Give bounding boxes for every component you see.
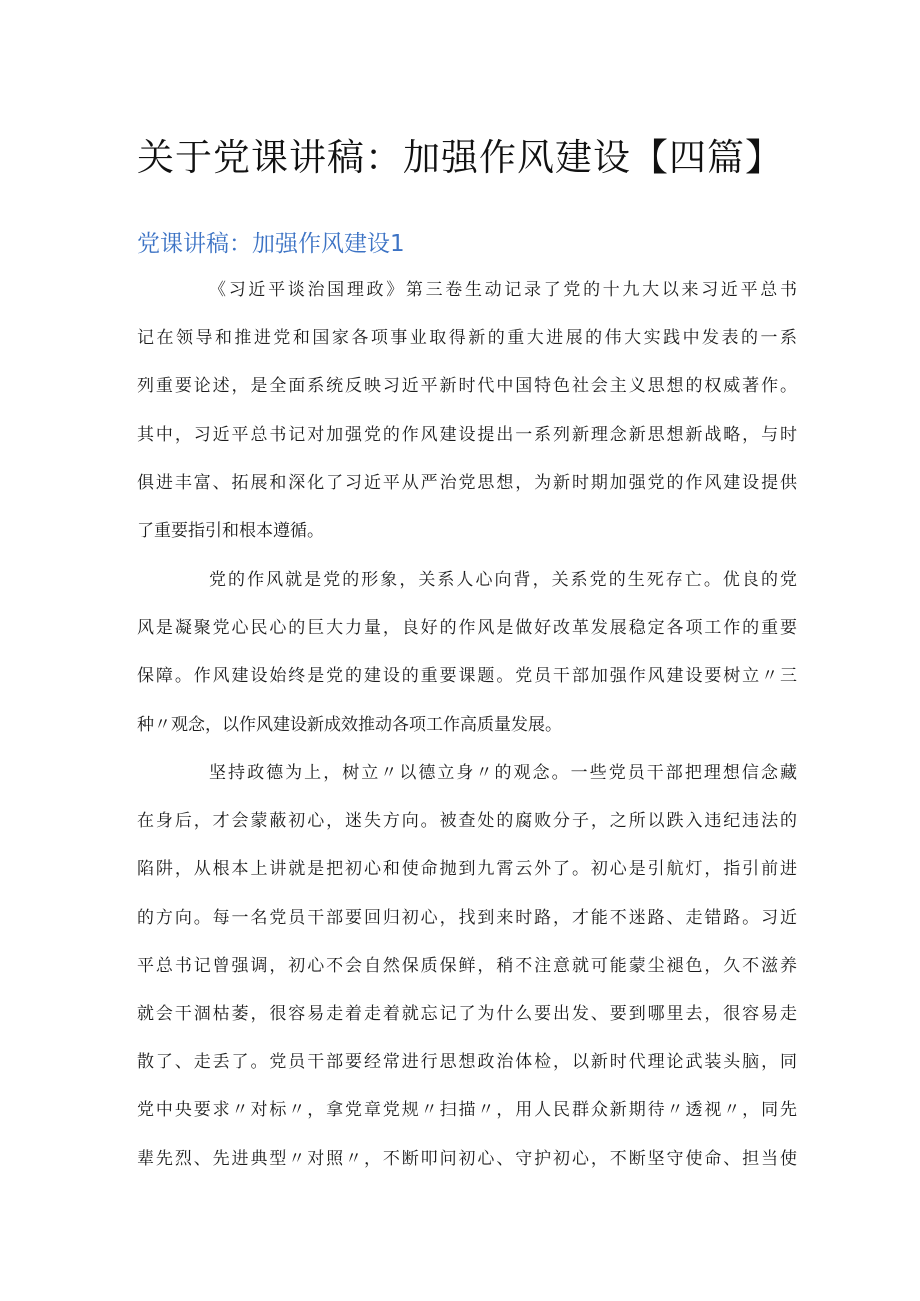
paragraph-line: 了重要指引和根本遵循。 xyxy=(137,520,324,541)
paragraph-line: 党的作风就是党的形象，关系人心向背，关系党的生死存亡。优良的党 xyxy=(209,570,797,590)
paragraph-line: 散了、走丢了。党员干部要经常进行思想政治体检，以新时代理论武装头脑，同 xyxy=(137,1052,797,1073)
paragraph-line: 记在领导和推进党和国家各项事业取得新的重大进展的伟大实践中发表的一系 xyxy=(137,328,797,349)
paragraph-line: 列重要论述，是全面系统反映习近平新时代中国特色社会主义思想的权威著作。 xyxy=(137,376,797,397)
paragraph-2 xyxy=(137,556,797,749)
paragraph-line: 保障。作风建设始终是党的建设的重要课题。党员干部加强作风建设要树立〃三 xyxy=(137,666,797,687)
paragraph-line: 其中，习近平总书记对加强党的作风建设提出一系列新理念新思想新战略，与时 xyxy=(137,424,797,445)
paragraph-line: 就会干涸枯萎，很容易走着走着就忘记了为什么要出发、要到哪里去，很容易走 xyxy=(137,1003,797,1024)
document-title: 关于党课讲稿：加强作风建设【四篇】 xyxy=(137,136,783,179)
paragraph-line: 辈先烈、先进典型〃对照〃，不断叩问初心、守护初心，不断坚守使命、担当使 xyxy=(137,1148,797,1169)
paragraph-line: 党中央要求〃对标〃，拿党章党规〃扫描〃，用人民群众新期待〃透视〃，同先 xyxy=(137,1100,797,1121)
paragraph-line: 在身后，才会蒙蔽初心，迷失方向。被查处的腐败分子，之所以跌入违纪违法的 xyxy=(137,811,797,832)
paragraph-line: 坚持政德为上，树立〃以德立身〃的观念。一些党员干部把理想信念藏 xyxy=(209,763,797,783)
paragraph-line: 平总书记曾强调，初心不会自然保质保鲜，稍不注意就可能蒙尘褪色，久不滋养 xyxy=(137,955,797,976)
paragraph-line: 种〃观念，以作风建设新成效推动各项工作高质量发展。 xyxy=(137,714,562,735)
paragraph-line: 陷阱，从根本上讲就是把初心和使命抛到九霄云外了。初心是引航灯，指引前进 xyxy=(137,859,797,880)
paragraph-line: 俱进丰富、拓展和深化了习近平从严治党思想，为新时期加强党的作风建设提供 xyxy=(137,472,797,493)
paragraph-line: 的方向。每一名党员干部要回归初心，找到来时路，才能不迷路、走错路。习近 xyxy=(137,907,797,928)
paragraph-line: 风是凝聚党心民心的巨大力量，良好的作风是做好改革发展稳定各项工作的重要 xyxy=(137,618,797,639)
paragraph-line: 《习近平谈治国理政》第三卷生动记录了党的十九大以来习近平总书 xyxy=(209,280,797,300)
paragraph-3 xyxy=(137,749,797,1183)
paragraph-1 xyxy=(137,266,797,555)
section-heading: 党课讲稿：加强作风建设1 xyxy=(137,231,405,257)
